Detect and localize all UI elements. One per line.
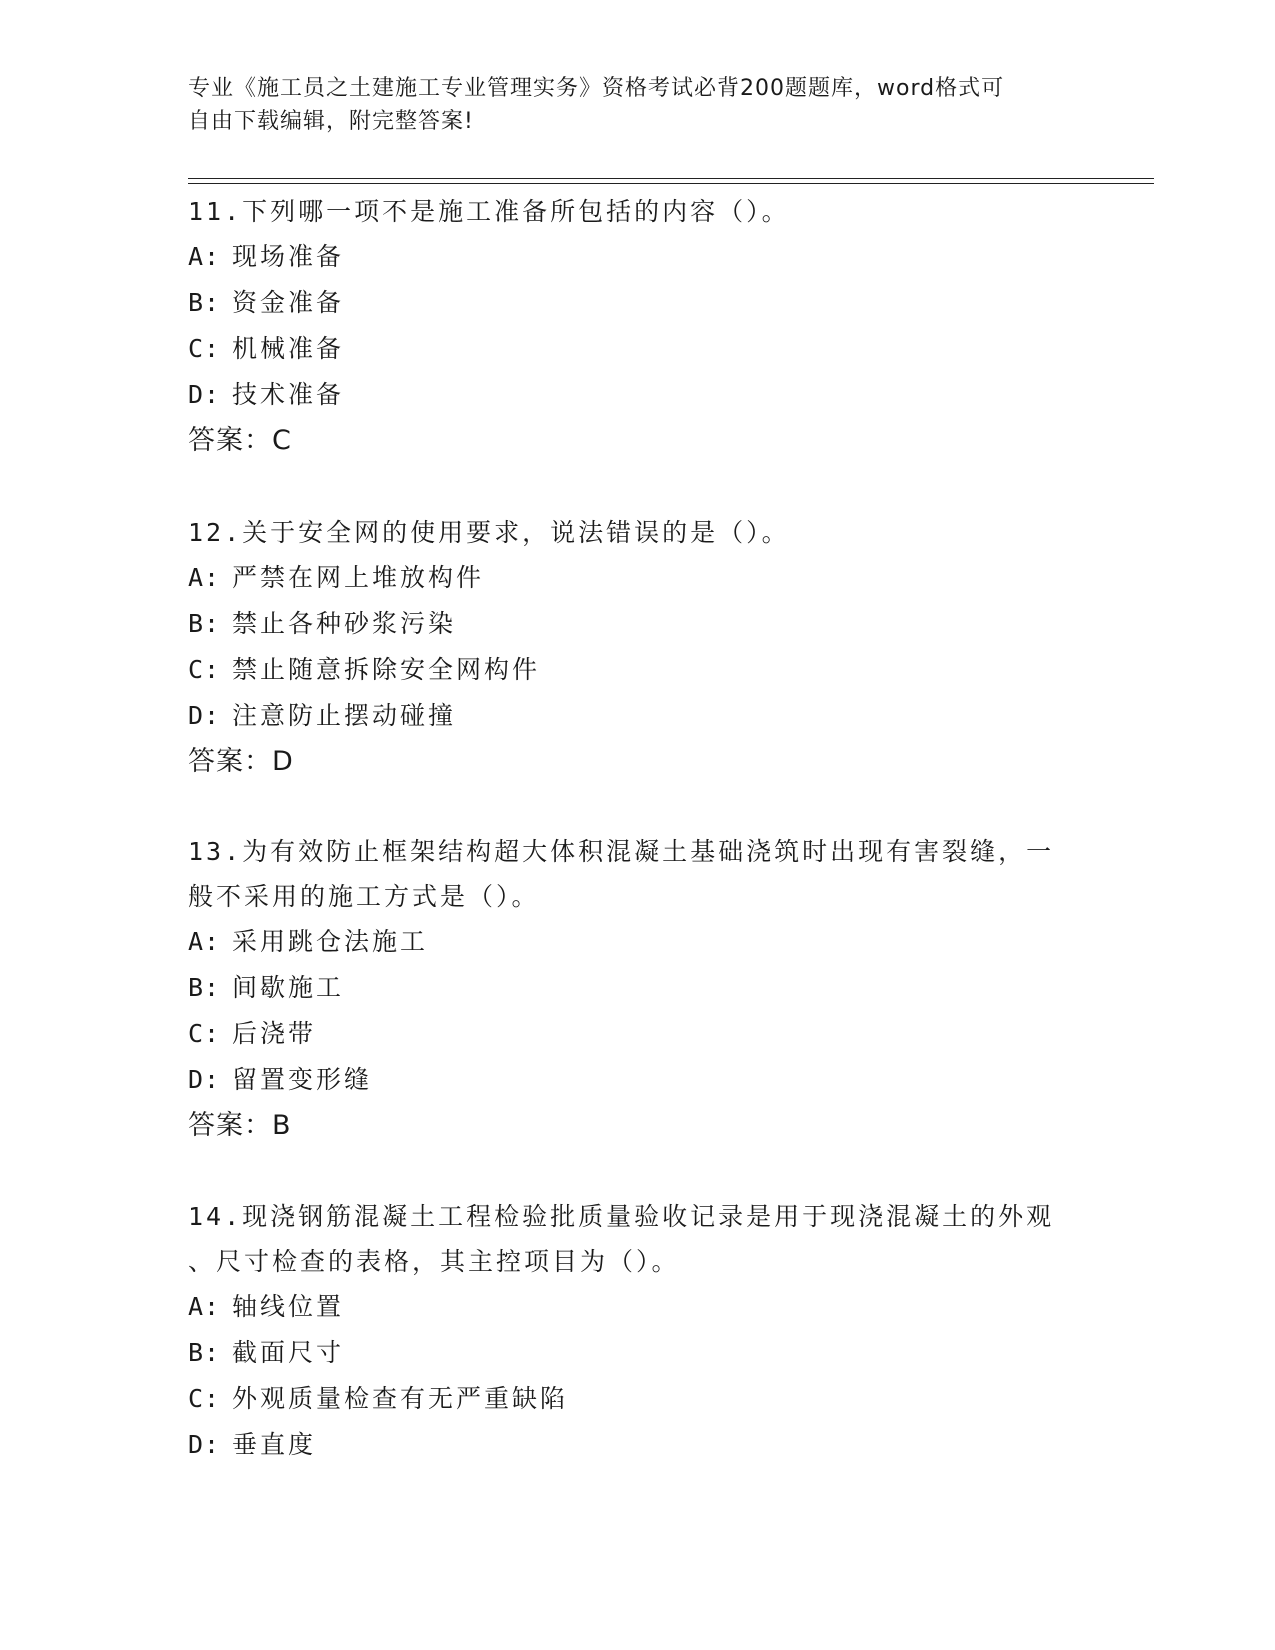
option-a	[188, 234, 1088, 280]
question-12	[188, 510, 1088, 785]
option-b	[188, 1330, 1088, 1376]
option-key: C:	[188, 655, 221, 684]
option-key: B:	[188, 609, 221, 638]
answer: 答案：C	[188, 425, 292, 456]
header-divider-top	[188, 178, 1154, 179]
option-text: 后浇带	[232, 1019, 317, 1048]
question-stem: 12.关于安全网的使用要求，说法错误的是（）。	[188, 518, 790, 547]
option-key: B:	[188, 973, 221, 1002]
option-text: 垂直度	[232, 1430, 317, 1459]
option-key: C:	[188, 1019, 221, 1048]
option-text: 注意防止摆动碰撞	[232, 701, 457, 730]
option-text: 严禁在网上堆放构件	[232, 563, 485, 592]
option-c	[188, 1011, 1088, 1057]
option-key: D:	[188, 701, 221, 730]
option-text: 现场准备	[232, 242, 345, 271]
option-key: C:	[188, 334, 221, 363]
option-text: 禁止各种砂浆污染	[232, 609, 457, 638]
option-text: 间歇施工	[232, 973, 345, 1002]
option-text: 留置变形缝	[232, 1065, 373, 1094]
option-text: 采用跳仓法施工	[232, 927, 429, 956]
question-13	[188, 829, 1088, 1149]
option-d	[188, 1057, 1088, 1103]
header-line-1: 专业《施工员之土建施工专业管理实务》资格考试必背200题题库，word格式可	[188, 76, 1005, 101]
option-b	[188, 601, 1088, 647]
option-d	[188, 372, 1088, 418]
option-a	[188, 555, 1088, 601]
question-stem: 13.为有效防止框架结构超大体积混凝土基础浇筑时出现有害裂缝，一	[188, 837, 1055, 866]
option-key: A:	[188, 242, 221, 271]
option-key: A:	[188, 1292, 221, 1321]
option-key: A:	[188, 563, 221, 592]
option-b	[188, 965, 1088, 1011]
option-text: 外观质量检查有无严重缺陷	[232, 1384, 569, 1413]
option-key: D:	[188, 380, 221, 409]
option-b	[188, 280, 1088, 326]
option-text: 机械准备	[232, 334, 345, 363]
option-d	[188, 693, 1088, 739]
answer: 答案：B	[188, 1110, 292, 1141]
question-stem: 11.下列哪一项不是施工准备所包括的内容（）。	[188, 197, 790, 226]
option-key: A:	[188, 927, 221, 956]
option-text: 资金准备	[232, 288, 345, 317]
option-key: C:	[188, 1384, 221, 1413]
document-header	[188, 72, 1068, 138]
option-c	[188, 647, 1088, 693]
option-text: 轴线位置	[232, 1292, 345, 1321]
option-c	[188, 1376, 1088, 1422]
header-line-2: 自由下载编辑，附完整答案!	[188, 109, 474, 134]
option-key: D:	[188, 1430, 221, 1459]
option-a	[188, 1284, 1088, 1330]
option-key: B:	[188, 1338, 221, 1367]
option-key: D:	[188, 1065, 221, 1094]
option-text: 禁止随意拆除安全网构件	[232, 655, 541, 684]
option-text: 截面尺寸	[232, 1338, 345, 1367]
option-d	[188, 1422, 1088, 1468]
question-stem-continued: 、尺寸检查的表格，其主控项目为（）。	[188, 1247, 680, 1276]
option-key: B:	[188, 288, 221, 317]
question-11	[188, 189, 1088, 464]
option-c	[188, 326, 1088, 372]
option-text: 技术准备	[232, 380, 345, 409]
question-stem-continued: 般不采用的施工方式是（）。	[188, 882, 540, 911]
header-divider-bottom	[188, 183, 1154, 184]
question-stem: 14.现浇钢筋混凝土工程检验批质量验收记录是用于现浇混凝土的外观	[188, 1202, 1055, 1231]
answer: 答案：D	[188, 746, 294, 777]
question-14	[188, 1194, 1088, 1468]
option-a	[188, 919, 1088, 965]
